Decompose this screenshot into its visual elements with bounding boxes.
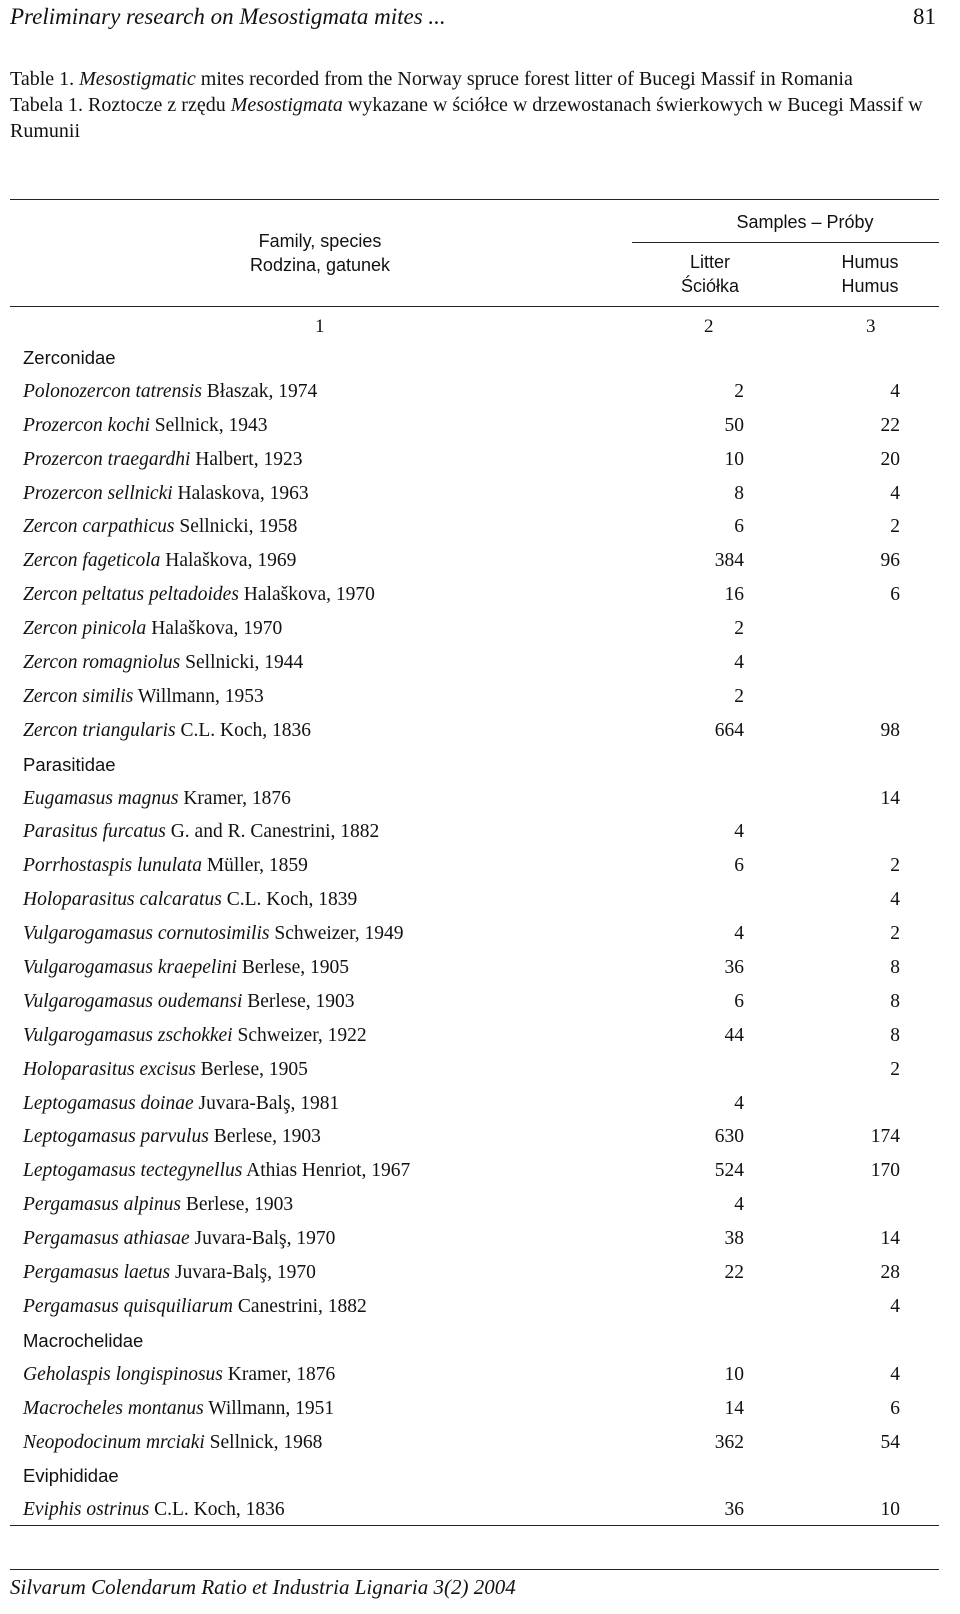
species-name-cell: [23, 985, 354, 1019]
header-family-pl: Rodzina, gatunek: [249, 255, 391, 275]
species-name: Holoparasitus calcaratus: [23, 889, 222, 911]
header-humus: [820, 250, 920, 298]
species-row: [0, 1392, 960, 1426]
table-body: [0, 341, 960, 1527]
humus-count: 8: [890, 990, 900, 1012]
family-row: [0, 1324, 960, 1358]
species-row: [0, 1053, 960, 1087]
species-author: Halaskova, 1963: [172, 482, 309, 504]
header-family-species: [220, 229, 420, 277]
species-name: Leptogamasus tectegynellus: [23, 1160, 243, 1182]
humus-count: 20: [880, 448, 900, 470]
species-author: Sellnicki, 1944: [180, 652, 304, 674]
header-family-en: Family, species: [258, 231, 382, 251]
species-name-cell: [23, 1188, 293, 1222]
species-name: Porrhostaspis lunulata: [23, 855, 202, 877]
species-row: [0, 1358, 960, 1392]
litter-count: 6: [734, 855, 744, 877]
litter-count: 10: [724, 448, 744, 470]
humus-count: 28: [880, 1262, 900, 1284]
species-name-cell: [23, 409, 267, 443]
species-row: [0, 375, 960, 409]
humus-count: 2: [890, 855, 900, 877]
species-name-cell: [23, 443, 302, 477]
humus-count: 2: [890, 1058, 900, 1080]
species-name-cell: [23, 1120, 321, 1154]
litter-count: 630: [714, 1126, 744, 1148]
species-row: [0, 1154, 960, 1188]
species-name-cell: [23, 578, 375, 612]
species-row: [0, 477, 960, 511]
litter-count: 36: [724, 1499, 744, 1521]
species-name: Zercon romagniolus: [23, 652, 181, 674]
species-name-cell: [23, 1493, 285, 1527]
species-row: [0, 1120, 960, 1154]
litter-count: 4: [734, 1092, 744, 1114]
humus-count: 4: [890, 1363, 900, 1385]
species-name: Holoparasitus excisus: [23, 1058, 196, 1080]
species-name: Pergamasus laetus: [23, 1262, 171, 1284]
species-author: Schweizer, 1922: [232, 1024, 367, 1046]
species-author: Berlese, 1903: [208, 1126, 321, 1148]
humus-count: 6: [890, 1397, 900, 1419]
humus-count: 4: [890, 482, 900, 504]
litter-count: 664: [714, 719, 744, 741]
species-name: Leptogamasus parvulus: [23, 1126, 209, 1148]
species-author: Błaszak, 1974: [201, 380, 318, 402]
humus-count: 170: [870, 1160, 900, 1182]
species-name: Zercon triangularis: [23, 719, 176, 741]
family-row: [0, 341, 960, 375]
species-row: [0, 714, 960, 748]
footer-rule: [10, 1569, 939, 1570]
species-author: C.L. Koch, 1836: [175, 719, 311, 741]
humus-count: 8: [890, 957, 900, 979]
species-name-cell: [23, 1426, 322, 1460]
species-name-cell: [23, 1087, 339, 1121]
litter-count: 14: [724, 1397, 744, 1419]
litter-count: 10: [724, 1363, 744, 1385]
species-name: Zercon peltatus peltadoides: [23, 584, 239, 606]
column-numbers-row: [0, 315, 960, 339]
species-author: Canestrini, 1882: [233, 1295, 367, 1317]
species-name: Vulgarogamasus oudemansi: [23, 990, 243, 1012]
litter-count: 6: [734, 990, 744, 1012]
litter-count: 16: [724, 584, 744, 606]
species-name-cell: [23, 1392, 334, 1426]
species-author: Juvara-Balş, 1981: [193, 1092, 340, 1114]
litter-count: 6: [734, 516, 744, 538]
species-row: [0, 510, 960, 544]
species-author: Berlese, 1903: [242, 990, 355, 1012]
family-name: Macrochelidae: [23, 1329, 144, 1351]
species-author: Kramer, 1876: [222, 1363, 336, 1385]
humus-count: 174: [870, 1126, 900, 1148]
header-humus-en: Humus: [841, 252, 899, 272]
species-name-cell: [23, 375, 317, 409]
species-name: Vulgarogamasus zschokkei: [23, 1024, 233, 1046]
species-name: Prozercon kochi: [23, 414, 150, 436]
species-row: [0, 849, 960, 883]
caption-polish-prefix: Tabela 1. Roztocze z rzędu: [10, 94, 231, 116]
humus-count: 14: [880, 1228, 900, 1250]
table-header-bottom-rule: [10, 306, 939, 307]
species-author: Sellnick, 1943: [149, 414, 268, 436]
page-number: 81: [913, 4, 936, 29]
species-name: Pergamasus athiasae: [23, 1228, 190, 1250]
litter-count: 44: [724, 1024, 744, 1046]
litter-count: 8: [734, 482, 744, 504]
species-name-cell: [23, 544, 296, 578]
litter-count: 22: [724, 1262, 744, 1284]
species-row: [0, 917, 960, 951]
species-author: Halbert, 1923: [190, 448, 303, 470]
species-name: Zercon pinicola: [23, 618, 147, 640]
humus-count: 96: [880, 550, 900, 572]
caption-english-rest: mites recorded from the Norway spruce forest litter of Bucegi Massif in Romania: [195, 68, 853, 90]
litter-count: 36: [724, 957, 744, 979]
family-name: Eviphididae: [23, 1465, 119, 1487]
species-author: G. and R. Canestrini, 1882: [165, 821, 380, 843]
species-row: [0, 1087, 960, 1121]
species-name: Zercon fageticola: [23, 550, 161, 572]
species-name: Prozercon traegardhi: [23, 448, 191, 470]
species-name-cell: [23, 680, 264, 714]
species-row: [0, 883, 960, 917]
species-name: Prozercon sellnicki: [23, 482, 173, 504]
litter-count: 362: [714, 1431, 744, 1453]
litter-count: 2: [734, 618, 744, 640]
table-bottom-rule: [10, 1525, 939, 1526]
species-author: Halaškova, 1969: [160, 550, 297, 572]
species-author: Willmann, 1951: [203, 1397, 335, 1419]
header-samples-label: Samples – Próby: [736, 212, 874, 232]
species-name-cell: [23, 1256, 316, 1290]
species-row: [0, 1426, 960, 1460]
species-name-cell: [23, 1154, 410, 1188]
species-author: Sellnicki, 1958: [174, 516, 298, 538]
journal-footer: Silvarum Colendarum Ratio et Industria Lignaria 3(2) 2004: [10, 1575, 516, 1599]
species-name: Pergamasus alpinus: [23, 1194, 181, 1216]
species-author: C.L. Koch, 1836: [149, 1499, 285, 1521]
species-name-cell: [23, 510, 297, 544]
species-name: Pergamasus quisquiliarum: [23, 1295, 233, 1317]
species-name: Vulgarogamasus cornutosimilis: [23, 923, 270, 945]
species-row: [0, 409, 960, 443]
species-name-cell: [23, 1222, 335, 1256]
species-author: Schweizer, 1949: [269, 923, 404, 945]
species-name-cell: [23, 917, 404, 951]
header-samples: [680, 210, 930, 234]
caption-english-prefix: Table 1.: [10, 68, 80, 90]
caption-english: [10, 66, 940, 92]
column-number-3: 3: [866, 316, 876, 337]
litter-count: 4: [734, 1194, 744, 1216]
litter-count: 4: [734, 821, 744, 843]
species-author: Halaškova, 1970: [146, 618, 283, 640]
species-author: Halaškova, 1970: [238, 584, 375, 606]
species-name-cell: [23, 849, 308, 883]
humus-count: 2: [890, 923, 900, 945]
species-name-cell: [23, 1290, 367, 1324]
litter-count: 38: [724, 1228, 744, 1250]
humus-count: 4: [890, 889, 900, 911]
species-author: Müller, 1859: [201, 855, 308, 877]
humus-count: 4: [890, 380, 900, 402]
column-number-2: 2: [704, 316, 714, 337]
species-name: Eviphis ostrinus: [23, 1499, 150, 1521]
species-author: Berlese, 1905: [195, 1058, 308, 1080]
species-name-cell: [23, 951, 349, 985]
humus-count: 98: [880, 719, 900, 741]
caption-english-italic: Mesostigmatic: [79, 68, 196, 90]
header-litter: [660, 250, 760, 298]
species-name: Vulgarogamasus kraepelini: [23, 957, 237, 979]
species-row: [0, 1222, 960, 1256]
species-row: [0, 985, 960, 1019]
running-head-title: Preliminary research on Mesostigmata mites ...: [10, 4, 446, 29]
species-name: Zercon similis: [23, 685, 134, 707]
species-row: [0, 782, 960, 816]
species-row: [0, 815, 960, 849]
humus-count: 22: [880, 414, 900, 436]
species-name: Eugamasus magnus: [23, 787, 179, 809]
family-name: Parasitidae: [23, 753, 116, 775]
species-name-cell: [23, 782, 291, 816]
humus-count: 10: [880, 1499, 900, 1521]
species-row: [0, 1019, 960, 1053]
species-name: Parasitus furcatus: [23, 821, 166, 843]
humus-count: 6: [890, 584, 900, 606]
family-row: [0, 1459, 960, 1493]
litter-count: 2: [734, 380, 744, 402]
species-row: [0, 1290, 960, 1324]
humus-count: 8: [890, 1024, 900, 1046]
species-row: [0, 612, 960, 646]
species-author: Athias Henriot, 1967: [242, 1160, 411, 1182]
humus-count: 4: [890, 1295, 900, 1317]
species-name-cell: [23, 883, 357, 917]
table-captions: [10, 66, 940, 144]
species-name: Macrocheles montanus: [23, 1397, 204, 1419]
species-name: Polonozercon tatrensis: [23, 380, 202, 402]
species-author: Berlese, 1905: [236, 957, 350, 979]
species-row: [0, 1188, 960, 1222]
species-row: [0, 951, 960, 985]
header-litter-pl: Ściółka: [680, 276, 740, 296]
species-row: [0, 1493, 960, 1527]
humus-count: 14: [880, 787, 900, 809]
litter-count: 2: [734, 685, 744, 707]
species-author: Berlese, 1903: [181, 1194, 294, 1216]
species-author: Willmann, 1953: [133, 685, 264, 707]
table-top-rule: [10, 199, 939, 200]
litter-count: 4: [734, 923, 744, 945]
humus-count: 2: [890, 516, 900, 538]
running-head: [10, 2, 940, 32]
caption-polish-rest: wykazane w ściółce w drzewostanach świerkowych w Bucegi Massif w Rumunii: [10, 94, 923, 142]
species-row: [0, 443, 960, 477]
header-humus-pl: Humus: [841, 276, 899, 296]
species-author: Juvara-Balş, 1970: [189, 1228, 336, 1250]
species-author: Sellnick, 1968: [204, 1431, 323, 1453]
species-name-cell: [23, 1053, 308, 1087]
species-row: [0, 680, 960, 714]
species-name-cell: [23, 477, 309, 511]
column-number-1: 1: [315, 316, 325, 337]
species-author: C.L. Koch, 1839: [221, 889, 358, 911]
species-name-cell: [23, 815, 379, 849]
species-name: Zercon carpathicus: [23, 516, 175, 538]
species-row: [0, 646, 960, 680]
header-litter-en: Litter: [689, 252, 731, 272]
litter-count: 50: [724, 414, 744, 436]
species-name-cell: [23, 646, 303, 680]
litter-count: 524: [714, 1160, 744, 1182]
samples-header-rule: [632, 242, 939, 243]
species-name: Geholaspis longispinosus: [23, 1363, 223, 1385]
species-name-cell: [23, 1019, 367, 1053]
species-name-cell: [23, 1358, 335, 1392]
family-name: Zerconidae: [23, 347, 116, 368]
species-author: Juvara-Balş, 1970: [170, 1262, 316, 1284]
species-name: Leptogamasus doinae: [23, 1092, 194, 1114]
caption-polish-italic: Mesostigmata: [230, 94, 343, 116]
caption-polish: [10, 92, 940, 144]
species-name-cell: [23, 714, 311, 748]
litter-count: 384: [714, 550, 744, 572]
species-row: [0, 1256, 960, 1290]
species-author: Kramer, 1876: [178, 787, 291, 809]
family-row: [0, 748, 960, 782]
litter-count: 4: [734, 652, 744, 674]
species-row: [0, 544, 960, 578]
humus-count: 54: [880, 1431, 900, 1453]
species-name-cell: [23, 612, 282, 646]
species-row: [0, 578, 960, 612]
species-name: Neopodocinum mrciaki: [23, 1431, 205, 1453]
